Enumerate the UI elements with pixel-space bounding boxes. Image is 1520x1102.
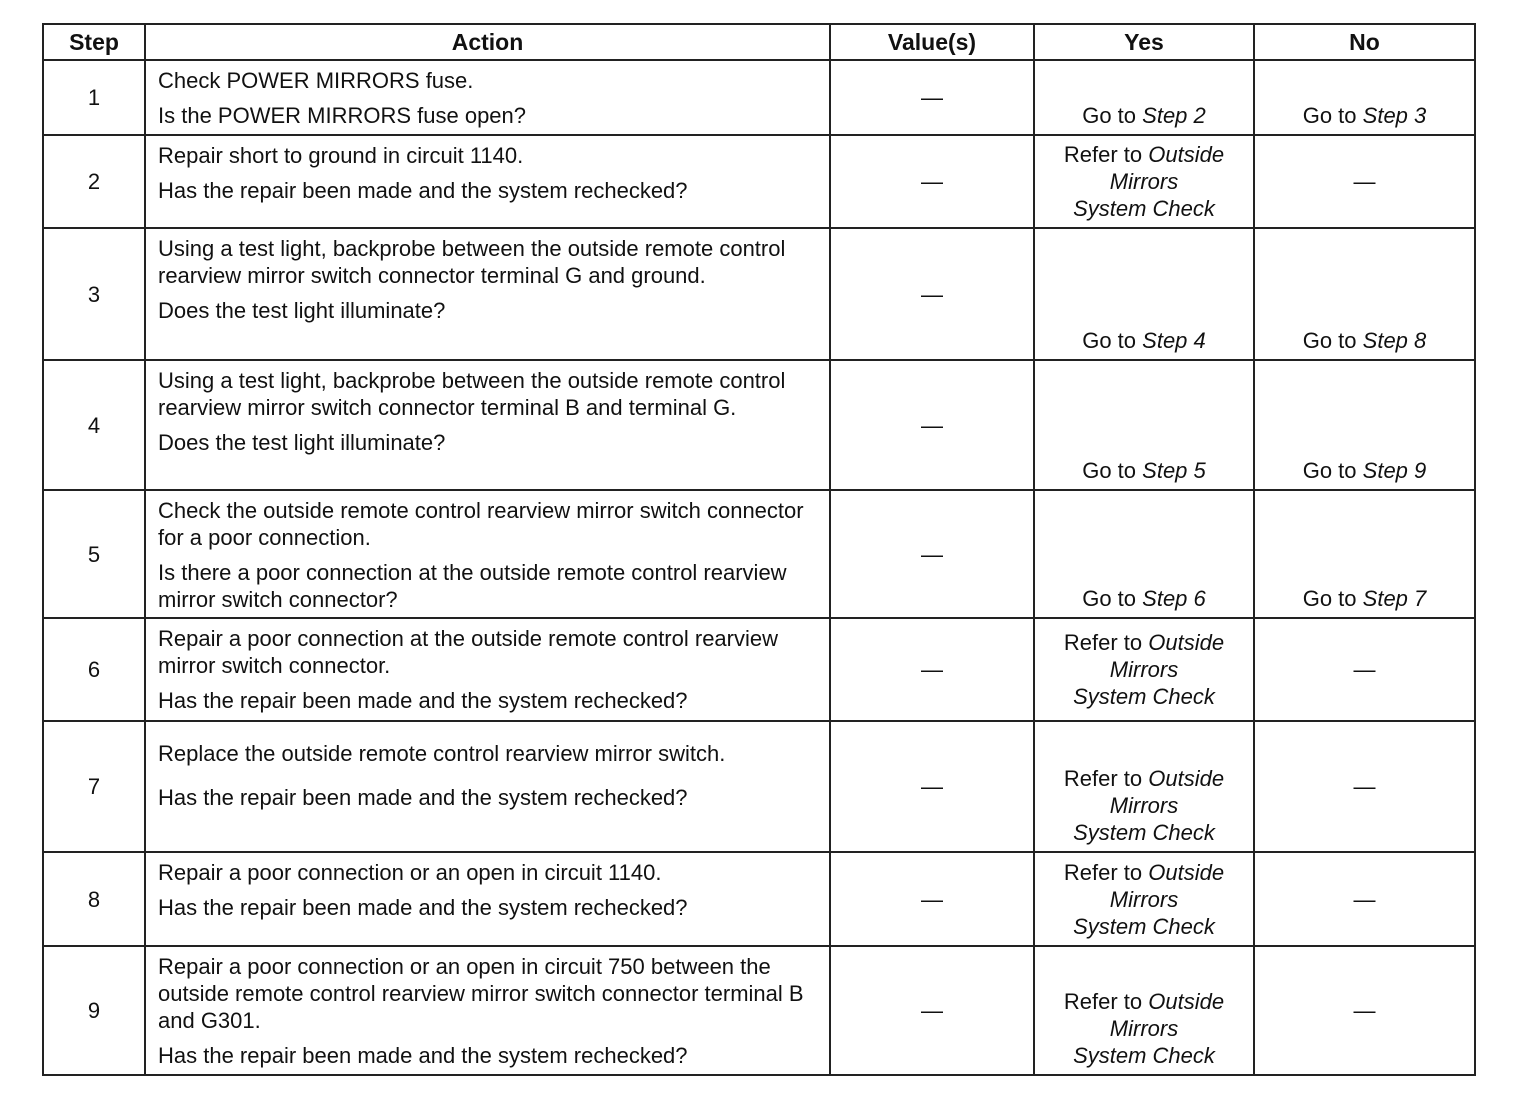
yes-step-link[interactable]: Step 6 <box>1142 586 1206 611</box>
action-question: Has the repair been made and the system rechecked? <box>158 785 688 810</box>
yes-cell <box>1034 618 1254 721</box>
value-cell: — <box>830 852 1034 946</box>
step-number: 7 <box>43 721 145 852</box>
yes-step-link[interactable]: Step 2 <box>1142 103 1206 128</box>
yes-ref-link[interactable]: Mirrors <box>1109 886 1179 912</box>
no-cell: — <box>1254 946 1475 1075</box>
yes-ref-link[interactable]: System Check <box>1073 684 1215 709</box>
yes-prefix: Go to <box>1082 458 1137 483</box>
yes-ref-link[interactable]: System Check <box>1073 196 1215 221</box>
yes-ref-link[interactable]: Outside <box>1148 766 1225 791</box>
action-cell <box>145 490 830 618</box>
yes-ref-link[interactable]: Outside <box>1148 859 1225 885</box>
action-question: Does the test light illuminate? <box>158 430 446 455</box>
action-question: Is the POWER MIRRORS fuse open? <box>158 103 527 128</box>
action-cell <box>145 360 830 490</box>
yes-prefix: Refer to <box>1063 766 1143 791</box>
no-step-link[interactable]: Step 3 <box>1362 103 1427 128</box>
header-yes: Yes <box>1034 24 1254 60</box>
value-cell: — <box>830 618 1034 721</box>
yes-ref-link[interactable]: System Check <box>1073 820 1215 845</box>
value-cell: — <box>830 360 1034 490</box>
table-row <box>43 60 1475 135</box>
no-step-link[interactable]: Step 7 <box>1362 586 1427 611</box>
no-cell: — <box>1254 852 1475 946</box>
value-cell: — <box>830 60 1034 135</box>
no-prefix: Go to <box>1302 586 1357 611</box>
action-instruction: Repair short to ground in circuit 1140. <box>158 143 524 168</box>
header-step: Step <box>43 24 145 60</box>
yes-ref-link[interactable]: Mirrors <box>1109 657 1179 682</box>
header-values: Value(s) <box>830 24 1034 60</box>
no-step-link[interactable]: Step 9 <box>1362 458 1427 483</box>
no-cell <box>1254 60 1475 135</box>
table-row <box>43 852 1475 946</box>
no-prefix: Go to <box>1302 458 1357 483</box>
yes-ref-link[interactable]: System Check <box>1073 1043 1215 1068</box>
action-instruction: Using a test light, backprobe between the outside remote control rearview mirror switch connector terminal B and terminal G. <box>158 368 786 420</box>
yes-prefix: Refer to <box>1063 630 1143 655</box>
action-cell <box>145 618 830 721</box>
action-cell <box>145 721 830 852</box>
yes-step-link[interactable]: Step 5 <box>1142 458 1206 483</box>
no-prefix: Go to <box>1302 103 1357 128</box>
yes-prefix: Refer to <box>1063 142 1143 167</box>
action-question: Has the repair been made and the system rechecked? <box>158 688 688 713</box>
yes-cell <box>1034 135 1254 228</box>
yes-ref-link[interactable]: Mirrors <box>1109 1016 1179 1041</box>
action-instruction: Using a test light, backprobe between the outside remote control rearview mirror switch connector terminal G and ground. <box>158 236 786 288</box>
yes-prefix: Go to <box>1082 103 1137 128</box>
action-cell <box>145 60 830 135</box>
no-cell: — <box>1254 618 1475 721</box>
action-question: Is there a poor connection at the outside remote control rearview mirror switch connector? <box>158 560 787 612</box>
value-cell: — <box>830 946 1034 1075</box>
action-question: Has the repair been made and the system rechecked? <box>158 1043 688 1068</box>
step-number: 3 <box>43 228 145 360</box>
step-number: 5 <box>43 490 145 618</box>
yes-cell <box>1034 228 1254 360</box>
yes-prefix: Refer to <box>1063 859 1143 885</box>
action-cell <box>145 228 830 360</box>
table-row <box>43 135 1475 228</box>
yes-ref-link[interactable]: Mirrors <box>1109 169 1179 194</box>
header-row <box>43 24 1475 60</box>
action-instruction: Check POWER MIRRORS fuse. <box>158 68 474 93</box>
no-cell <box>1254 228 1475 360</box>
action-question: Has the repair been made and the system rechecked? <box>158 178 688 203</box>
yes-step-link[interactable]: Step 4 <box>1142 328 1206 353</box>
yes-ref-link[interactable]: Outside <box>1148 142 1225 167</box>
diagnostic-table <box>42 23 1476 1076</box>
table-row <box>43 360 1475 490</box>
action-cell <box>145 852 830 946</box>
yes-prefix: Go to <box>1082 328 1137 353</box>
action-instruction: Check the outside remote control rearview mirror switch connector for a poor connection. <box>158 498 804 550</box>
yes-cell <box>1034 852 1254 946</box>
yes-prefix: Go to <box>1082 586 1137 611</box>
step-number: 9 <box>43 946 145 1075</box>
action-instruction: Repair a poor connection or an open in circuit 750 between the outside remote control rearview mirror switch connector terminal B and G301. <box>158 954 804 1033</box>
no-cell: — <box>1254 721 1475 852</box>
yes-ref-link[interactable]: Outside <box>1148 989 1225 1014</box>
yes-ref-link[interactable]: Outside <box>1148 630 1225 655</box>
action-question: Has the repair been made and the system rechecked? <box>158 895 688 920</box>
yes-cell <box>1034 360 1254 490</box>
table-row <box>43 228 1475 360</box>
yes-cell <box>1034 490 1254 618</box>
value-cell: — <box>830 135 1034 228</box>
no-prefix: Go to <box>1302 328 1357 353</box>
table-row <box>43 490 1475 618</box>
yes-cell <box>1034 946 1254 1075</box>
no-cell: — <box>1254 135 1475 228</box>
yes-cell <box>1034 721 1254 852</box>
value-cell: — <box>830 721 1034 852</box>
action-instruction: Repair a poor connection at the outside remote control rearview mirror switch connector. <box>158 626 779 678</box>
table-row <box>43 721 1475 852</box>
header-action: Action <box>145 24 830 60</box>
yes-ref-link[interactable]: System Check <box>1073 913 1215 939</box>
step-number: 8 <box>43 852 145 946</box>
action-cell <box>145 135 830 228</box>
yes-prefix: Refer to <box>1063 989 1143 1014</box>
step-number: 6 <box>43 618 145 721</box>
action-instruction: Repair a poor connection or an open in circuit 1140. <box>158 860 662 885</box>
action-question: Does the test light illuminate? <box>158 298 446 323</box>
no-step-link[interactable]: Step 8 <box>1362 328 1427 353</box>
no-cell <box>1254 360 1475 490</box>
value-cell: — <box>830 228 1034 360</box>
value-cell: — <box>830 490 1034 618</box>
no-cell <box>1254 490 1475 618</box>
yes-ref-link[interactable]: Mirrors <box>1109 793 1179 818</box>
action-cell <box>145 946 830 1075</box>
step-number: 4 <box>43 360 145 490</box>
table-row <box>43 946 1475 1075</box>
action-instruction: Replace the outside remote control rearview mirror switch. <box>158 741 726 766</box>
yes-cell <box>1034 60 1254 135</box>
header-no: No <box>1254 24 1475 60</box>
table-row <box>43 618 1475 721</box>
step-number: 2 <box>43 135 145 228</box>
step-number: 1 <box>43 60 145 135</box>
